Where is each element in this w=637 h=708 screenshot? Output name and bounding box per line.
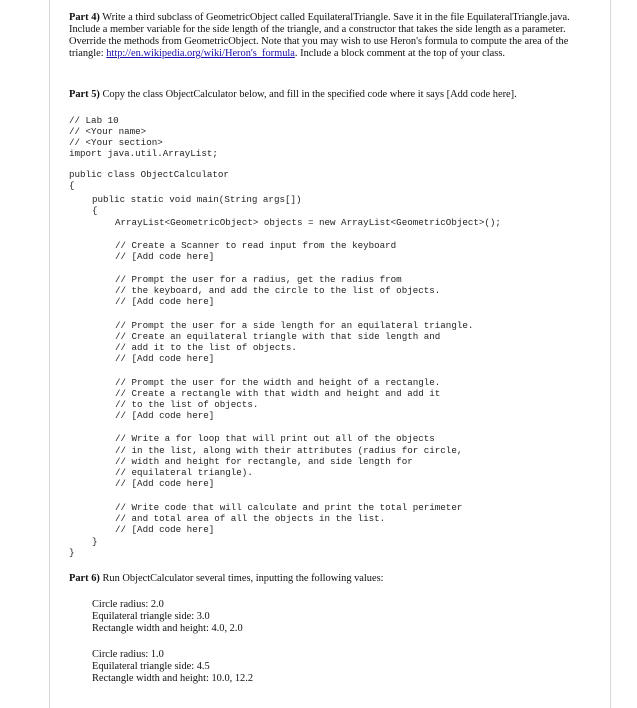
code-line: // to the list of objects. — [115, 399, 259, 410]
run-value-line: Rectangle width and height: 4.0, 2.0 — [92, 623, 243, 635]
code-line: // Create a Scanner to read input from the keyboard — [115, 240, 397, 251]
part6-text: Run ObjectCalculator several times, inputting the following values: — [99, 573, 384, 584]
herons-formula-link[interactable]: http://en.wikipedia.org/wiki/Heron's_formula — [106, 48, 295, 60]
part6-label: Part 6) — [69, 573, 100, 584]
part4-text-end: . Include a block comment at the top of your class. — [294, 48, 505, 60]
code-line: // the keyboard, and add the circle to the list of objects. — [115, 285, 441, 296]
run-value-line: Circle radius: 1.0 — [92, 649, 164, 660]
code-line: } — [69, 547, 75, 558]
code-line: // width and height for rectangle, and side length for — [115, 456, 413, 467]
code-line: // Create an equilateral triangle with that side length and — [115, 331, 441, 342]
code-line: // [Add code here] — [115, 478, 215, 489]
run-1-values — [92, 599, 243, 636]
code-line: // <Your section> — [69, 137, 163, 148]
code-line: } — [92, 536, 98, 547]
code-line: // [Add code here] — [115, 353, 215, 364]
part5-text: Copy the class ObjectCalculator below, and fill in the specified code where it says [Add code here]. — [99, 89, 517, 100]
part5-paragraph — [69, 89, 579, 101]
code-line: // Write a for loop that will print out all of the objects — [115, 433, 435, 444]
code-line: // <Your name> — [69, 126, 147, 137]
code-line: // Prompt the user for a side length for an equilateral triangle. — [115, 320, 474, 331]
code-line: // Write code that will calculate and print the total perimeter — [115, 502, 463, 513]
code-line: // [Add code here] — [115, 410, 215, 421]
code-line: public static void main(String args[]) — [92, 194, 302, 205]
code-line: // [Add code here] — [115, 251, 215, 262]
code-line: // equilateral triangle). — [115, 467, 253, 478]
part6-paragraph — [69, 573, 579, 585]
run-value-line: Equilateral triangle side: 4.5 — [92, 661, 210, 673]
code-line: // in the list, along with their attributes (radius for circle, — [115, 445, 463, 456]
run-2-values — [92, 649, 253, 686]
part4-text: Write a third subclass of GeometricObject called EquilateralTriangle. Save it in the file EquilateralTriangle.java. Include a member variable for the side length of the triangle, and a constructor that takes the side length as a parameter. Override the methods from GeometricObject. Note that you may wish to use Heron's formula to compute the area of the triangle: — [69, 12, 570, 60]
part5-label: Part 5) — [69, 89, 100, 100]
code-line: // and total area of all the objects in the list. — [115, 513, 386, 524]
run-value-line: Equilateral triangle side: 3.0 — [92, 611, 210, 623]
part4-label: Part 4) — [69, 12, 100, 23]
code-line: { — [92, 205, 98, 216]
code-line: ArrayList<GeometricObject> objects = new ArrayList<GeometricObject>(); — [115, 217, 501, 228]
code-line: // Prompt the user for a radius, get the radius from — [115, 274, 402, 285]
code-line: // add it to the list of objects. — [115, 342, 297, 353]
code-line: // [Add code here] — [115, 296, 215, 307]
run-value-line: Rectangle width and height: 10.0, 12.2 — [92, 673, 254, 685]
part4-paragraph — [69, 12, 579, 60]
code-line: import java.util.ArrayList; — [69, 148, 218, 159]
code-line: // Prompt the user for the width and height of a rectangle. — [115, 377, 441, 388]
code-line: // Create a rectangle with that width and height and add it — [115, 388, 441, 399]
code-line: public class ObjectCalculator — [69, 169, 229, 180]
code-line: { — [69, 180, 75, 191]
code-line: // [Add code here] — [115, 524, 215, 535]
run-value-line: Circle radius: 2.0 — [92, 599, 164, 610]
code-line: // Lab 10 — [69, 115, 119, 126]
